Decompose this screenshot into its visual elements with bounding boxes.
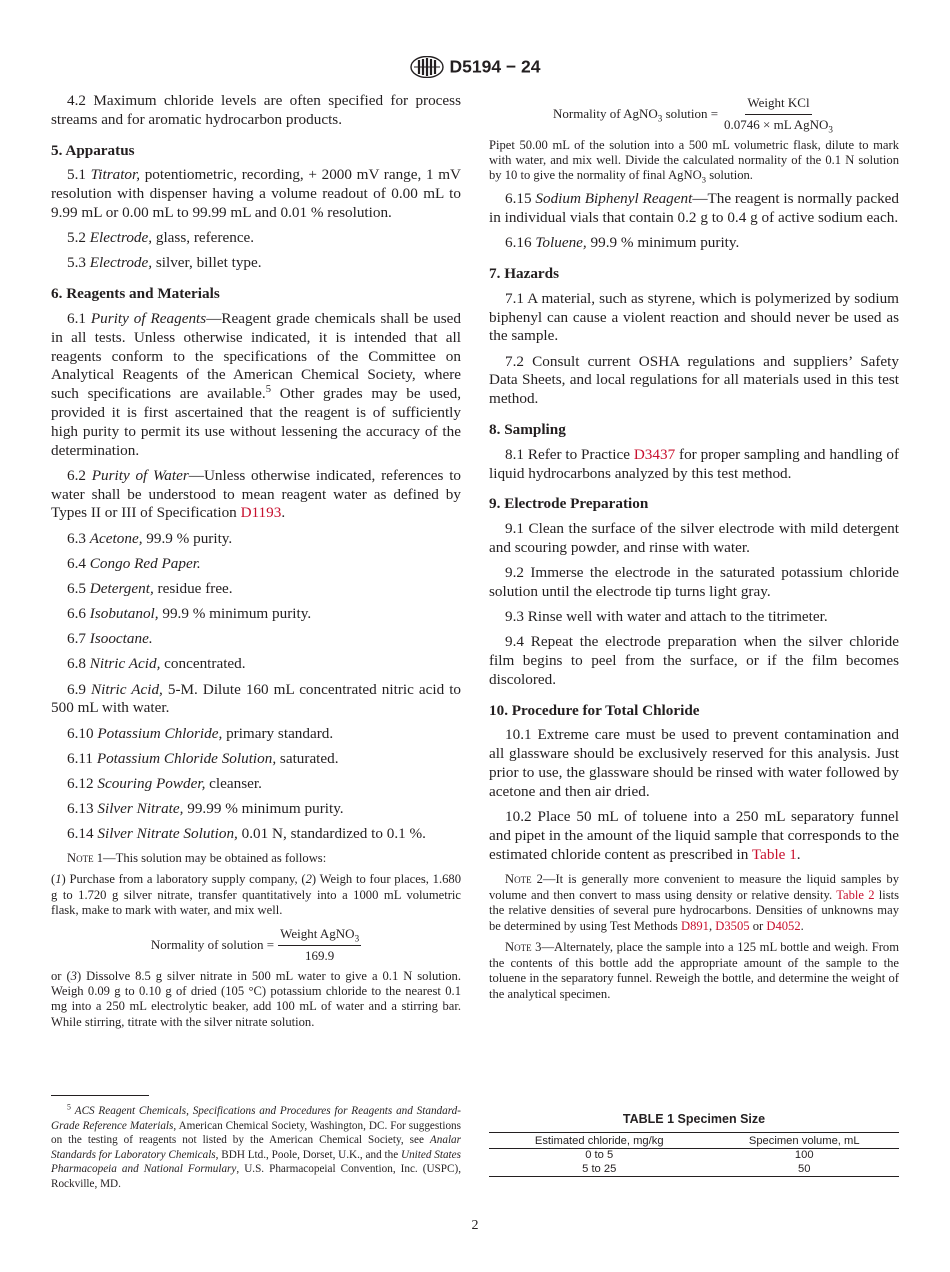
paragraph-10-1: 10.1 Extreme care must be used to prevent contamination and all glassware should be exclusively reserved for this analysis. Just prior to use, the glassware should be rinsed with water followed by acetone and then air dried. (489, 726, 899, 800)
paragraph-9-4: 9.4 Repeat the electrode preparation when the silver chloride film begins to peel from the surface, or if the film becomes discolored. (489, 633, 899, 688)
link-d891[interactable]: D891 (680, 918, 709, 933)
column-header: Estimated chloride, mg/kg (489, 1133, 709, 1149)
note-1-text-b: or (3) Dissolve 8.5 g silver nitrate in 500 mL water to give a 0.1 N solution. Weigh 0.09 g to 0.10 g of dried (105 °C) potassium chloride to the nearest 0.1 mg into a 250 mL electrolytic beaker, add 100 mL of water and a stirring bar. While stirring, titrate with the silver nitrate solution. (51, 968, 461, 1029)
paragraph-6-14: 6.14 Silver Nitrate Solution, 0.01 N, standardized to 0.1 %. (67, 825, 426, 843)
paragraph-6-11: 6.11 Potassium Chloride Solution, saturated. (67, 749, 339, 767)
section-heading-procedure: 10. Procedure for Total Chloride (489, 701, 700, 719)
paragraph-9-3: 9.3 Rinse well with water and attach to the titrimeter. (505, 608, 828, 626)
column-header: Specimen volume, mL (709, 1133, 899, 1149)
note-2: Note 2—It is generally more convenient to measure the liquid samples by volume and then convert to mass using density or relative density. Table 2 lists the relative densities of several pure hydrocarbons. Densities of unknowns may be determined by using Test Methods D891, D3505 or D4052. (489, 872, 900, 933)
note-1-text-a: (1) Purchase from a laboratory supply company, (2) Weigh to four places, 1.680 g to 1.720 g silver nitrate, transfer quantitatively into a 1000 mL volumetric flask, make to mark with water, and mix well. (51, 872, 462, 918)
paragraph-10-2: 10.2 Place 50 mL of toluene into a 250 mL separatory funnel and pipet in the amount of the liquid sample that corresponds to the estimated chloride content as prescribed in Table 1. (489, 808, 899, 863)
section-heading-reagents: 6. Reagents and Materials (51, 285, 220, 303)
paragraph-6-2: 6.2 Purity of Water—Unless otherwise indicated, references to water shall be understood to mean reagent water as defined by Types II or III of Specification D1193. (51, 466, 462, 522)
paragraph-6-3: 6.3 Acetone, 99.9 % purity. (67, 529, 233, 547)
paragraph-5-1: 5.1 Titrator, potentiometric, recording, + 2000 mV range, 1 mV resolution with dispenser having a volume readout of 0.00 mL to 9.99 mL or 0.00 mL to 99.99 mL and 0.01 % resolution. (51, 166, 462, 221)
footnote-divider (51, 1095, 149, 1096)
astm-logo-icon (410, 56, 444, 78)
link-d3505[interactable]: D3505 (715, 918, 750, 933)
paragraph-6-13: 6.13 Silver Nitrate, 99.99 % minimum purity. (67, 800, 344, 818)
right-column (489, 92, 899, 1008)
paragraph-5-2: 5.2 Electrode, glass, reference. (67, 229, 255, 247)
footnote-ref: 5 (265, 384, 271, 396)
paragraph-4-2: 4.2 Maximum chloride levels are often specified for process streams and for aromatic hydrocarbon products. (51, 92, 461, 128)
table-cell: 0 to 5 (585, 1149, 614, 1161)
link-table-1[interactable]: Table 1 (751, 845, 797, 863)
note-3: Note 3—Alternately, place the sample into a 125 mL bottle and weigh. From the contents of this bottle add the appropriate amount of the sample to the toluene in the separatory funnel. Reweigh the bottle, and determine the weight of the analytical specimen. (489, 940, 899, 1001)
document-designation: D5194 − 24 (449, 56, 541, 77)
paragraph-8-1: 8.1 Refer to Practice D3437 for proper sampling and handling of liquid hydrocarbons analyzed by this test method. (489, 445, 900, 482)
table-cell: 5 to 25 (489, 1163, 709, 1177)
table-cell: 50 (709, 1163, 899, 1177)
specimen-table (489, 1132, 899, 1177)
paragraph-7-1: 7.1 A material, such as styrene, which is polymerized by sodium biphenyl can cause a violent reaction and should never be used as the sample. (489, 289, 899, 345)
paragraph-7-2: 7.2 Consult current OSHA regulations and suppliers’ Safety Data Sheets, and local regulations for all materials used in this test method. (489, 352, 899, 408)
page-header (0, 56, 950, 82)
link-d1193[interactable]: D1193 (240, 504, 282, 522)
section-heading-electrode-preparation: 9. Electrode Preparation (489, 495, 649, 513)
note-1: Note 1—This solution may be obtained as follows: (67, 850, 327, 865)
paragraph-6-4: 6.4 Congo Red Paper. (67, 554, 201, 572)
link-d3437[interactable]: D3437 (633, 445, 676, 463)
paragraph-5-3: 5.3 Electrode, silver, billet type. (67, 254, 262, 272)
paragraph-6-15: 6.15 Sodium Biphenyl Reagent—The reagent is normally packed in individual vials that contain 0.2 g to 0.4 g of active sodium each. (489, 190, 899, 226)
table-cell: 100 (794, 1149, 814, 1161)
paragraph-9-2: 9.2 Immerse the electrode in the saturated potassium chloride solution until the electrode tip turns light gray. (489, 564, 899, 600)
paragraph-6-5: 6.5 Detergent, residue free. (67, 579, 233, 597)
paragraph-6-1: 6.1 Purity of Reagents—Reagent grade chemicals shall be used in all tests. Unless otherwise indicated, it is intended that all reagents conform to the specifications of the Committee on Analytical Reagents of the American Chemical Society, where such specifications are available.$^5$ Other grades may be used, provided it is first ascertained that the reagent is of sufficiently high purity to permit its use without lessening the accuracy of the determination. (51, 309, 462, 459)
section-heading-sampling: 8. Sampling (489, 420, 566, 438)
link-d4052[interactable]: D4052 (766, 918, 801, 933)
paragraph-6-9: 6.9 Nitric Acid, 5-M. Dilute 160 mL concentrated nitric acid to 500 mL with water. (51, 680, 462, 717)
table-row (489, 1149, 899, 1163)
equation-normality-solution: Normality of solution = $\frac{Weight AgNO_3}{169.9}$ (150, 925, 360, 963)
paragraph-6-16: 6.16 Toluene, 99.9 % minimum purity. (505, 234, 740, 252)
paragraph-6-7: 6.7 Isooctane. (67, 630, 153, 648)
note-1-text-c: Pipet 50.00 mL of the solution into a 500 mL volumetric flask, dilute to mark with water, and mix well. Divide the calculated normality of the 0.1 N solution by 10 to give the normality of final AgNO$_3$ solution. (489, 137, 899, 185)
equation-normality-agno3: Normality of AgNO$_3$ solution = $\frac{\text{Weight KCl}}{0.0746 \times mL AgNO_3}$ (553, 95, 833, 135)
table-1-specimen-size (489, 1112, 899, 1177)
page-number: 2 (471, 1218, 479, 1233)
paragraph-6-12: 6.12 Scouring Powder, cleanser. (67, 774, 262, 792)
left-column (51, 92, 461, 1037)
paragraph-6-10: 6.10 Potassium Chloride, primary standard. (67, 724, 334, 742)
table-row (489, 1163, 899, 1177)
link-table-2[interactable]: Table 2 (836, 887, 875, 902)
footnote-5: $^5$ ACS Reagent Chemicals, Specifications and Procedures for Reagents and Standard-Grade Reference Materials, American Chemical Society, Washington, DC. For suggestions on the testing of reagents not listed by the American Chemical Society, see Analar Standards for Laboratory Chemicals, BDH Ltd., Poole, Dorset, U.K., and the United States Pharmacopeia and National Formulary, U.S. Pharmacopeial Convention, Inc. (USPC), Rockville, MD. (51, 1102, 461, 1190)
paragraph-9-1: 9.1 Clean the surface of the silver electrode with mild detergent and scouring powder, and rinse with water. (489, 520, 899, 556)
table-title: TABLE 1 Specimen Size (622, 1112, 766, 1126)
paragraph-6-8: 6.8 Nitric Acid, concentrated. (67, 655, 246, 673)
section-heading-apparatus: 5. Apparatus (51, 141, 135, 159)
section-heading-hazards: 7. Hazards (489, 264, 560, 282)
paragraph-6-6: 6.6 Isobutanol, 99.9 % minimum purity. (67, 605, 312, 623)
